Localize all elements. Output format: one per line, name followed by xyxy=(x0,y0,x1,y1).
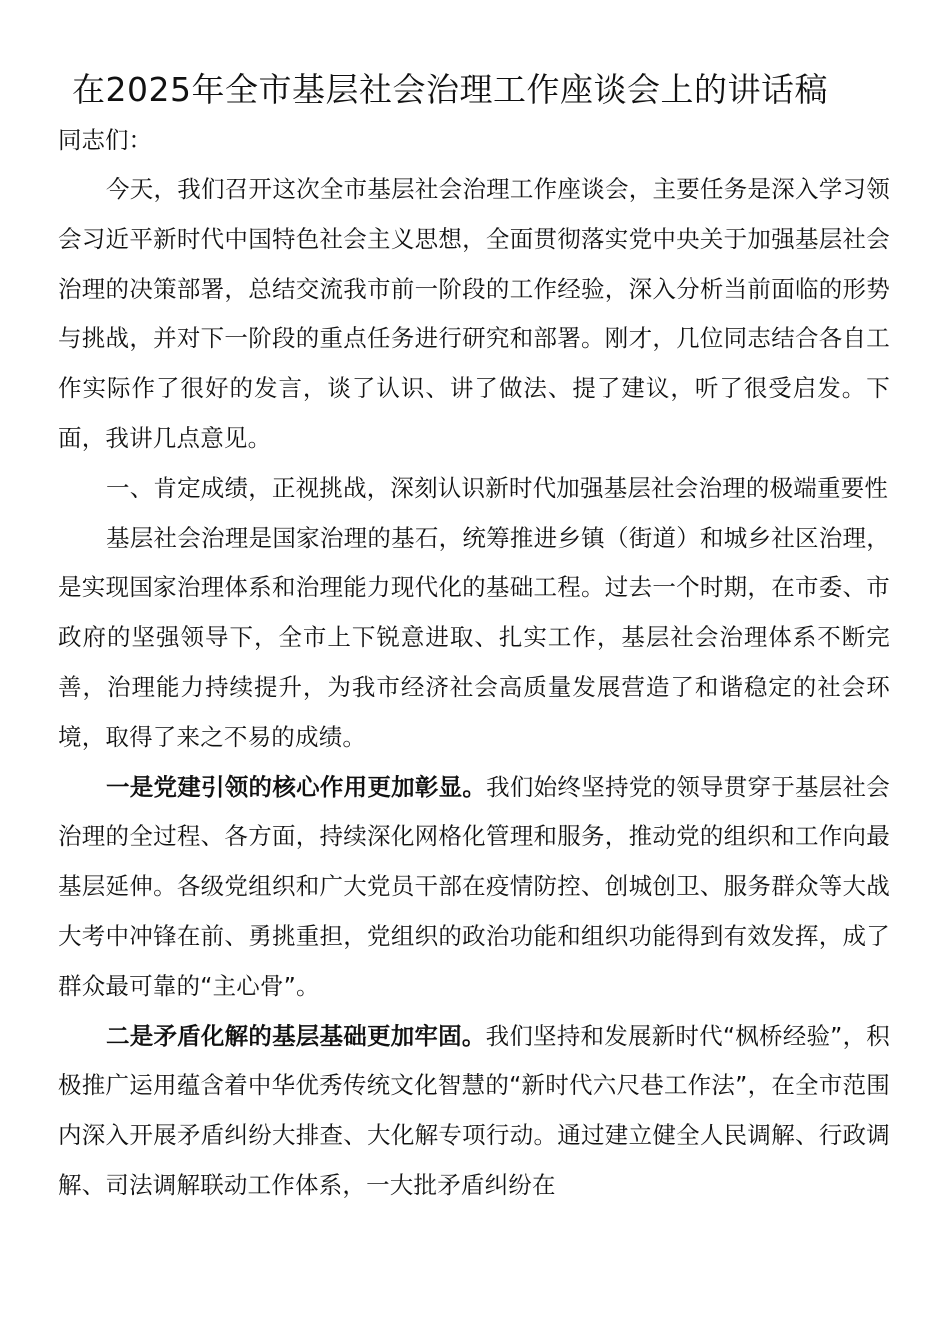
document-page xyxy=(58,64,890,1211)
paragraph-point-2 xyxy=(58,1012,890,1211)
document-title: 在2025年全市基层社会治理工作座谈会上的讲话稿 xyxy=(72,70,828,109)
paragraph-point-1 xyxy=(58,763,890,1012)
salutation: 同志们： xyxy=(58,126,152,154)
paragraph-text: 我们始终坚持党的领导贯穿于基层社会治理的全过程、各方面，持续深化网格化管理和服务，推动党的组织和工作向最基层延伸。各级党组织和广大党员干部在疫情防控、创城创卫、服务群众等大战大考中冲锋在前、勇挑重担，党组织的政治功能和组织功能得到有效发挥，成了群众最可靠的“主心骨”。 xyxy=(58,772,891,1000)
section-heading-1 xyxy=(58,464,890,514)
paragraph-text: 我们坚持和发展新时代“枫桥经验”，积极推广运用蕴含着中华优秀传统文化智慧的“新时代六尺巷工作法”，在全市范围内深入开展矛盾纠纷大排查、大化解专项行动。通过建立健全人民调解、行政调解、司法调解联动工作体系，一大批矛盾纠纷在 xyxy=(58,1021,890,1199)
paragraph-text: 今天，我们召开这次全市基层社会治理工作座谈会，主要任务是深入学习领会习近平新时代中国特色社会主义思想，全面贯彻落实党中央关于加强基层社会治理的决策部署，总结交流我市前一阶段的工作经验，深入分析当前面临的形势与挑战，并对下一阶段的重点任务进行研究和部署。刚才，几位同志结合各自工作实际作了很好的发言，谈了认识、讲了做法、提了建议，听了很受启发。下面，我讲几点意见。 xyxy=(58,175,890,452)
paragraph-text: 基层社会治理是国家治理的基石，统筹推进乡镇（街道）和城乡社区治理，是实现国家治理体系和治理能力现代化的基础工程。过去一个时期，在市委、市政府的坚强领导下，全市上下锐意进取、扎实工作，基层社会治理体系不断完善，治理能力持续提升，为我市经济社会高质量发展营造了和谐稳定的社会环境，取得了来之不易的成绩。 xyxy=(58,523,890,751)
paragraph-text: 一、肯定成绩，正视挑战，深刻认识新时代加强基层社会治理的极端重要性 xyxy=(106,473,889,502)
paragraph-governance-basis xyxy=(58,514,890,763)
paragraph-intro xyxy=(58,165,890,464)
paragraph-lead: 一是党建引领的核心作用更加彰显。 xyxy=(106,772,487,801)
paragraph-lead: 二是矛盾化解的基层基础更加牢固。 xyxy=(106,1021,486,1050)
